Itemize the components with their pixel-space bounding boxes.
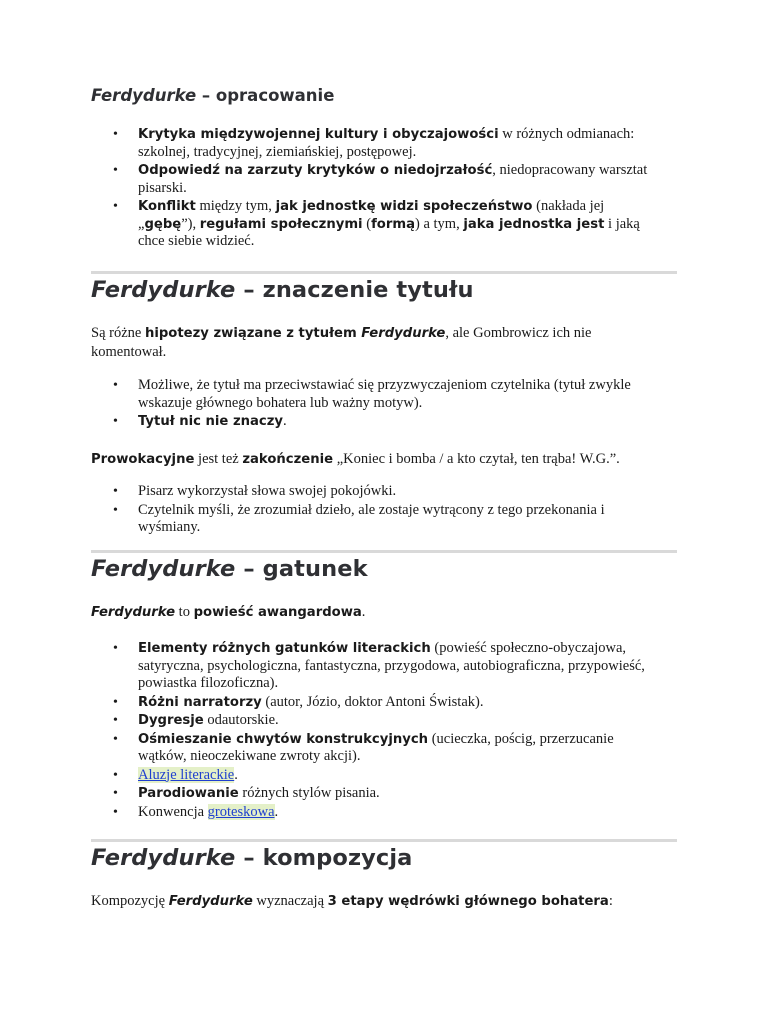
list-item: • Ośmieszanie chwytów konstrukcyjnych (ucieczka, pościg, przerzucanie wątków, nieoczekiwane zwroty akcji). (91, 731, 651, 766)
list-item: • Tytuł nic nie znaczy. (91, 413, 651, 431)
groteskowa-link[interactable]: groteskowa (207, 803, 275, 820)
gatunek-list (91, 640, 651, 822)
list-item: • Parodiowanie różnych stylów pisania. (91, 785, 651, 803)
section-divider (91, 271, 677, 274)
list-item: • Konwencja groteskowa. (91, 804, 651, 822)
list-item: • Elementy różnych gatunków literackich (powieść społeczno-obyczajowa, satyryczna, psychologiczna, fantastyczna, przygodowa, autobiograficzna, przypowieść, powiastka filozoficzna). (91, 640, 651, 693)
section-title-kompozycja: Ferdydurke – kompozycja (91, 845, 413, 871)
zakonczenie-paragraph: Prowokacyjne jest też zakończenie „Koniec i bomba / a kto czytał, ten trąba! W.G.”. (91, 451, 620, 467)
list-item: • Aluzje literackie. (91, 767, 651, 785)
list-item: • Różni narratorzy (autor, Józio, doktor Antoni Świstak). (91, 694, 651, 712)
list-item: • Konflikt między tym, jak jednostkę widzi społeczeństwo (nakłada jej „gębę”), regułami społecznymi (formą) a tym, jaka jednostka jest i jaką chce siebie widzieć. (91, 198, 651, 251)
section-title-opracowanie: Ferdydurke – opracowanie (91, 86, 335, 105)
list-item: • Dygresje odautorskie. (91, 712, 651, 730)
section-title-gatunek: Ferdydurke – gatunek (91, 556, 368, 582)
section-title-znaczenie: Ferdydurke – znaczenie tytułu (91, 277, 474, 303)
list-item: • Możliwe, że tytuł ma przeciwstawiać się przyzwyczajeniom czytelnika (tytuł zwykle wskazuje głównego bohatera lub ważny motyw). (91, 377, 651, 412)
section-divider (91, 839, 677, 842)
list-item: • Krytyka międzywojennej kultury i obyczajowości w różnych odmianach: szkolnej, tradycyjnej, ziemiańskiej, postępowej. (91, 126, 651, 161)
znaczenie-intro: Są różne hipotezy związane z tytułem Ferdydurke, ale Gombrowicz ich nie komentował. (91, 325, 592, 360)
gatunek-intro: Ferdydurke to powieść awangardowa. (91, 604, 366, 620)
aluzje-literackie-link[interactable]: Aluzje literackie (138, 766, 235, 783)
znaczenie-list-1 (91, 377, 651, 432)
list-item: • Czytelnik myśli, że zrozumiał dzieło, ale zostaje wytrącony z tego przekonania i wyśmiany. (91, 502, 651, 537)
section-divider (91, 550, 677, 553)
list-item: • Odpowiedź na zarzuty krytyków o niedojrzałość, niedopracowany warsztat pisarski. (91, 162, 651, 197)
kompozycja-intro: Kompozycję Ferdydurke wyznaczają 3 etapy wędrówki głównego bohatera: (91, 893, 613, 909)
list-item: • Pisarz wykorzystał słowa swojej pokojówki. (91, 483, 651, 501)
znaczenie-list-2 (91, 483, 651, 538)
opracowanie-list (91, 126, 651, 252)
